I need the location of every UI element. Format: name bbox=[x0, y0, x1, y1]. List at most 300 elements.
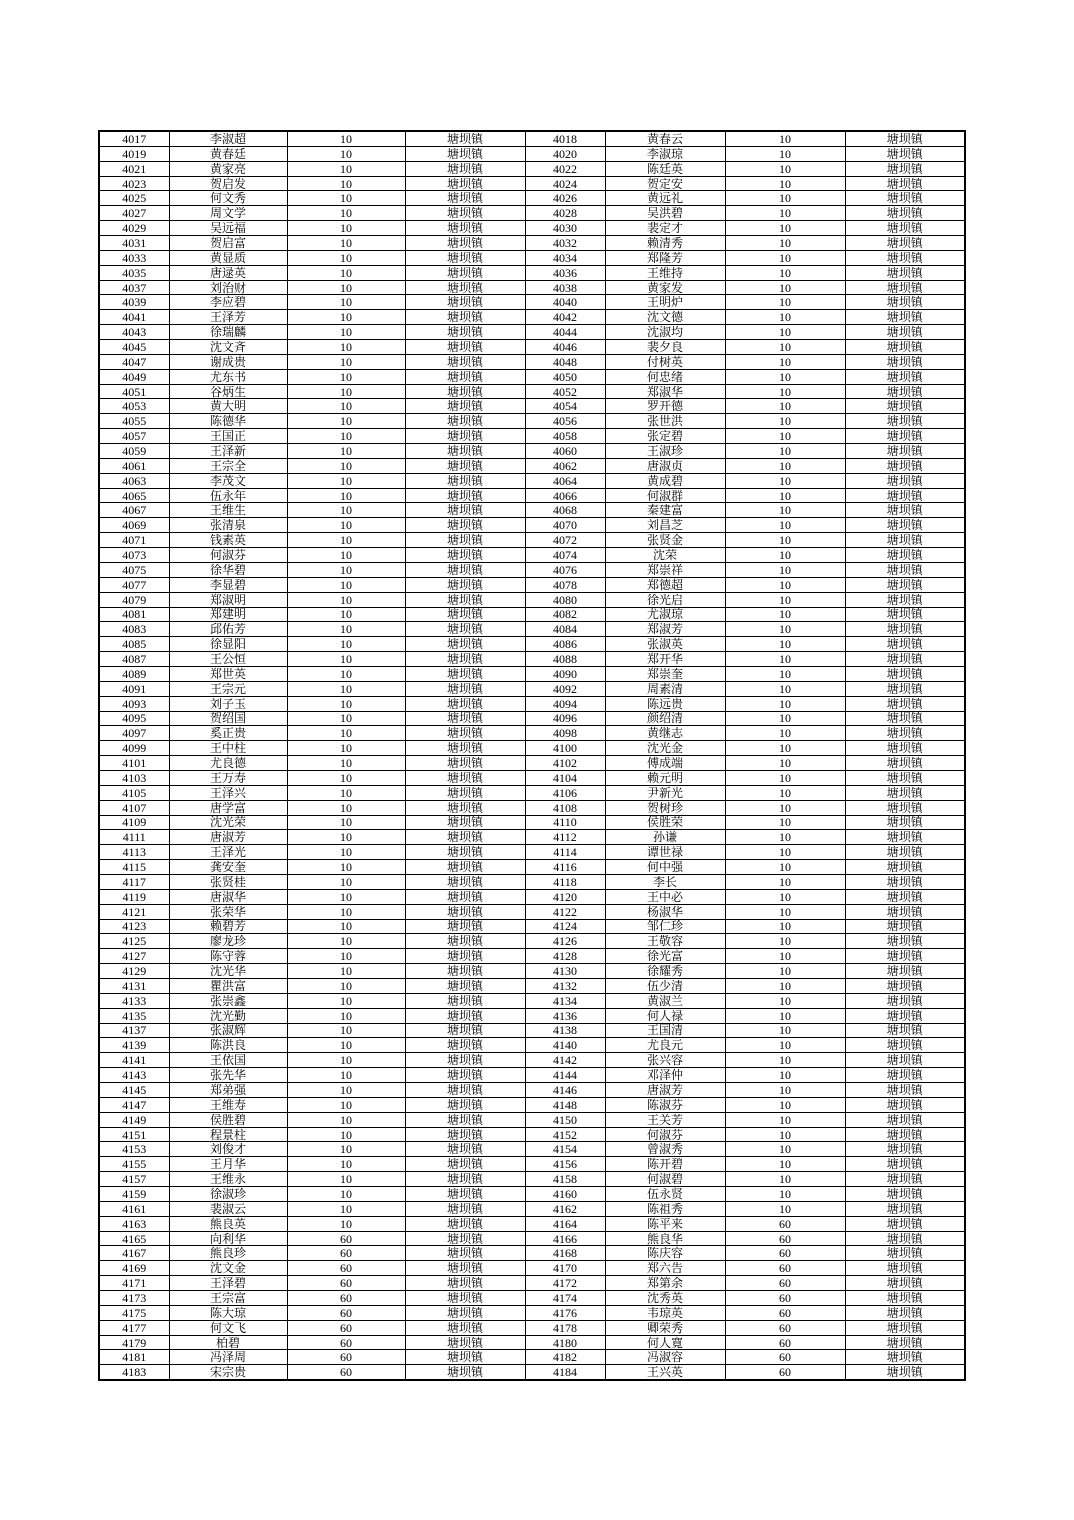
amount-cell: 10 bbox=[287, 206, 405, 221]
record-number-cell: 4117 bbox=[99, 874, 169, 889]
record-number-cell: 4090 bbox=[525, 666, 605, 681]
town-name-cell: 塘坝镇 bbox=[405, 548, 525, 563]
town-name-cell: 塘坝镇 bbox=[845, 696, 965, 711]
table-row bbox=[99, 1083, 965, 1098]
person-name-cell: 郑淑华 bbox=[605, 384, 725, 399]
town-name-cell: 塘坝镇 bbox=[845, 830, 965, 845]
amount-cell: 10 bbox=[287, 1216, 405, 1231]
amount-cell: 10 bbox=[287, 592, 405, 607]
record-number-cell: 4106 bbox=[525, 785, 605, 800]
town-name-cell: 塘坝镇 bbox=[405, 354, 525, 369]
town-name-cell: 塘坝镇 bbox=[405, 1008, 525, 1023]
person-name-cell: 卿荣秀 bbox=[605, 1320, 725, 1335]
town-name-cell: 塘坝镇 bbox=[405, 1112, 525, 1127]
table-row bbox=[99, 741, 965, 756]
table-row bbox=[99, 1276, 965, 1291]
town-name-cell: 塘坝镇 bbox=[845, 414, 965, 429]
amount-cell: 10 bbox=[725, 265, 845, 280]
record-number-cell: 4079 bbox=[99, 592, 169, 607]
person-name-cell: 黄成碧 bbox=[605, 473, 725, 488]
person-name-cell: 郑第余 bbox=[605, 1276, 725, 1291]
amount-cell: 10 bbox=[287, 146, 405, 161]
table-row bbox=[99, 711, 965, 726]
amount-cell: 10 bbox=[287, 458, 405, 473]
amount-cell: 10 bbox=[725, 741, 845, 756]
amount-cell: 60 bbox=[725, 1305, 845, 1320]
person-name-cell: 唐逯英 bbox=[169, 265, 287, 280]
person-name-cell: 陈洪良 bbox=[169, 1038, 287, 1053]
record-number-cell: 4074 bbox=[525, 548, 605, 563]
record-number-cell: 4139 bbox=[99, 1038, 169, 1053]
person-name-cell: 王万寿 bbox=[169, 770, 287, 785]
record-number-cell: 4138 bbox=[525, 1023, 605, 1038]
town-name-cell: 塘坝镇 bbox=[845, 726, 965, 741]
person-name-cell: 徐光富 bbox=[605, 949, 725, 964]
person-name-cell: 李茂文 bbox=[169, 473, 287, 488]
person-name-cell: 陈庆容 bbox=[605, 1246, 725, 1261]
amount-cell: 10 bbox=[287, 607, 405, 622]
amount-cell: 10 bbox=[287, 250, 405, 265]
town-name-cell: 塘坝镇 bbox=[405, 444, 525, 459]
amount-cell: 10 bbox=[287, 711, 405, 726]
town-name-cell: 塘坝镇 bbox=[405, 711, 525, 726]
amount-cell: 10 bbox=[725, 1201, 845, 1216]
record-number-cell: 4165 bbox=[99, 1231, 169, 1246]
record-number-cell: 4115 bbox=[99, 860, 169, 875]
town-name-cell: 塘坝镇 bbox=[845, 964, 965, 979]
town-name-cell: 塘坝镇 bbox=[845, 1112, 965, 1127]
amount-cell: 60 bbox=[725, 1246, 845, 1261]
table-row bbox=[99, 280, 965, 295]
record-number-cell: 4071 bbox=[99, 533, 169, 548]
person-name-cell: 赖清秀 bbox=[605, 236, 725, 251]
record-number-cell: 4151 bbox=[99, 1127, 169, 1142]
amount-cell: 10 bbox=[725, 280, 845, 295]
amount-cell: 10 bbox=[725, 369, 845, 384]
table-row bbox=[99, 622, 965, 637]
table-row bbox=[99, 949, 965, 964]
amount-cell: 10 bbox=[725, 414, 845, 429]
record-number-cell: 4060 bbox=[525, 444, 605, 459]
amount-cell: 10 bbox=[725, 681, 845, 696]
town-name-cell: 塘坝镇 bbox=[845, 993, 965, 1008]
record-number-cell: 4179 bbox=[99, 1335, 169, 1350]
amount-cell: 10 bbox=[725, 978, 845, 993]
amount-cell: 60 bbox=[725, 1365, 845, 1380]
town-name-cell: 塘坝镇 bbox=[405, 949, 525, 964]
person-name-cell: 王泽碧 bbox=[169, 1276, 287, 1291]
person-name-cell: 王维永 bbox=[169, 1172, 287, 1187]
record-number-cell: 4107 bbox=[99, 800, 169, 815]
town-name-cell: 塘坝镇 bbox=[405, 1172, 525, 1187]
town-name-cell: 塘坝镇 bbox=[405, 756, 525, 771]
person-name-cell: 陈德华 bbox=[169, 414, 287, 429]
record-number-cell: 4127 bbox=[99, 949, 169, 964]
table-row bbox=[99, 429, 965, 444]
amount-cell: 10 bbox=[725, 1023, 845, 1038]
town-name-cell: 塘坝镇 bbox=[405, 1261, 525, 1276]
record-number-cell: 4162 bbox=[525, 1201, 605, 1216]
person-name-cell: 王中柱 bbox=[169, 741, 287, 756]
amount-cell: 10 bbox=[725, 503, 845, 518]
town-name-cell: 塘坝镇 bbox=[405, 577, 525, 592]
table-row bbox=[99, 756, 965, 771]
amount-cell: 10 bbox=[287, 741, 405, 756]
town-name-cell: 塘坝镇 bbox=[845, 1320, 965, 1335]
person-name-cell: 徐耀秀 bbox=[605, 964, 725, 979]
person-name-cell: 何中强 bbox=[605, 860, 725, 875]
table-row bbox=[99, 1246, 965, 1261]
record-number-cell: 4135 bbox=[99, 1008, 169, 1023]
person-name-cell: 陈廷英 bbox=[605, 161, 725, 176]
amount-cell: 10 bbox=[287, 340, 405, 355]
person-name-cell: 宋宗贵 bbox=[169, 1365, 287, 1380]
person-name-cell: 郑建明 bbox=[169, 607, 287, 622]
person-name-cell: 张贤金 bbox=[605, 533, 725, 548]
person-name-cell: 周素清 bbox=[605, 681, 725, 696]
record-number-cell: 4131 bbox=[99, 978, 169, 993]
amount-cell: 10 bbox=[725, 919, 845, 934]
amount-cell: 60 bbox=[287, 1261, 405, 1276]
amount-cell: 10 bbox=[287, 860, 405, 875]
person-name-cell: 郑弟强 bbox=[169, 1083, 287, 1098]
town-name-cell: 塘坝镇 bbox=[845, 741, 965, 756]
record-number-cell: 4129 bbox=[99, 964, 169, 979]
amount-cell: 10 bbox=[725, 384, 845, 399]
table-row bbox=[99, 533, 965, 548]
table-row bbox=[99, 1305, 965, 1320]
town-name-cell: 塘坝镇 bbox=[845, 503, 965, 518]
table-row bbox=[99, 458, 965, 473]
amount-cell: 10 bbox=[287, 622, 405, 637]
town-name-cell: 塘坝镇 bbox=[845, 1142, 965, 1157]
town-name-cell: 塘坝镇 bbox=[405, 488, 525, 503]
person-name-cell: 陈开碧 bbox=[605, 1157, 725, 1172]
amount-cell: 10 bbox=[725, 250, 845, 265]
town-name-cell: 塘坝镇 bbox=[845, 488, 965, 503]
person-name-cell: 陈淑芬 bbox=[605, 1097, 725, 1112]
amount-cell: 10 bbox=[287, 503, 405, 518]
town-name-cell: 塘坝镇 bbox=[845, 518, 965, 533]
record-number-cell: 4160 bbox=[525, 1187, 605, 1202]
amount-cell: 10 bbox=[725, 473, 845, 488]
amount-cell: 60 bbox=[725, 1291, 845, 1306]
town-name-cell: 塘坝镇 bbox=[845, 934, 965, 949]
table-row bbox=[99, 845, 965, 860]
person-name-cell: 邱佑芳 bbox=[169, 622, 287, 637]
table-row bbox=[99, 993, 965, 1008]
person-name-cell: 侯胜碧 bbox=[169, 1112, 287, 1127]
amount-cell: 10 bbox=[287, 637, 405, 652]
record-number-cell: 4161 bbox=[99, 1201, 169, 1216]
amount-cell: 10 bbox=[287, 756, 405, 771]
person-name-cell: 王宗全 bbox=[169, 458, 287, 473]
person-name-cell: 瞿洪富 bbox=[169, 978, 287, 993]
amount-cell: 10 bbox=[725, 1068, 845, 1083]
person-name-cell: 王泽光 bbox=[169, 845, 287, 860]
amount-cell: 60 bbox=[725, 1231, 845, 1246]
record-number-cell: 4112 bbox=[525, 830, 605, 845]
person-name-cell: 黄家发 bbox=[605, 280, 725, 295]
amount-cell: 10 bbox=[287, 770, 405, 785]
town-name-cell: 塘坝镇 bbox=[405, 533, 525, 548]
town-name-cell: 塘坝镇 bbox=[845, 250, 965, 265]
table-row bbox=[99, 919, 965, 934]
record-number-cell: 4178 bbox=[525, 1320, 605, 1335]
town-name-cell: 塘坝镇 bbox=[405, 845, 525, 860]
amount-cell: 10 bbox=[725, 711, 845, 726]
town-name-cell: 塘坝镇 bbox=[405, 221, 525, 236]
table-row bbox=[99, 1157, 965, 1172]
person-name-cell: 何人寛 bbox=[605, 1335, 725, 1350]
person-name-cell: 郑崇奎 bbox=[605, 666, 725, 681]
town-name-cell: 塘坝镇 bbox=[845, 1068, 965, 1083]
record-number-cell: 4068 bbox=[525, 503, 605, 518]
table-row bbox=[99, 340, 965, 355]
record-number-cell: 4152 bbox=[525, 1127, 605, 1142]
amount-cell: 10 bbox=[287, 1127, 405, 1142]
town-name-cell: 塘坝镇 bbox=[845, 577, 965, 592]
amount-cell: 10 bbox=[725, 860, 845, 875]
record-number-cell: 4143 bbox=[99, 1068, 169, 1083]
town-name-cell: 塘坝镇 bbox=[845, 637, 965, 652]
person-name-cell: 沈淑均 bbox=[605, 325, 725, 340]
person-name-cell: 黄春廷 bbox=[169, 146, 287, 161]
record-number-cell: 4182 bbox=[525, 1350, 605, 1365]
town-name-cell: 塘坝镇 bbox=[845, 444, 965, 459]
town-name-cell: 塘坝镇 bbox=[845, 548, 965, 563]
amount-cell: 10 bbox=[287, 280, 405, 295]
town-name-cell: 塘坝镇 bbox=[405, 622, 525, 637]
town-name-cell: 塘坝镇 bbox=[845, 904, 965, 919]
person-name-cell: 谷炳生 bbox=[169, 384, 287, 399]
person-name-cell: 邹仁珍 bbox=[605, 919, 725, 934]
record-number-cell: 4062 bbox=[525, 458, 605, 473]
table-row bbox=[99, 369, 965, 384]
person-name-cell: 沈文斉 bbox=[169, 340, 287, 355]
roster-body bbox=[99, 131, 965, 1380]
amount-cell: 10 bbox=[287, 815, 405, 830]
town-name-cell: 塘坝镇 bbox=[845, 176, 965, 191]
record-number-cell: 4054 bbox=[525, 399, 605, 414]
person-name-cell: 郑世英 bbox=[169, 666, 287, 681]
amount-cell: 60 bbox=[287, 1291, 405, 1306]
town-name-cell: 塘坝镇 bbox=[405, 1246, 525, 1261]
person-name-cell: 郑开华 bbox=[605, 652, 725, 667]
person-name-cell: 王国正 bbox=[169, 429, 287, 444]
record-number-cell: 4044 bbox=[525, 325, 605, 340]
amount-cell: 10 bbox=[725, 830, 845, 845]
town-name-cell: 塘坝镇 bbox=[845, 1291, 965, 1306]
town-name-cell: 塘坝镇 bbox=[405, 1142, 525, 1157]
record-number-cell: 4158 bbox=[525, 1172, 605, 1187]
record-number-cell: 4035 bbox=[99, 265, 169, 280]
town-name-cell: 塘坝镇 bbox=[845, 1023, 965, 1038]
town-name-cell: 塘坝镇 bbox=[845, 384, 965, 399]
record-number-cell: 4049 bbox=[99, 369, 169, 384]
record-number-cell: 4047 bbox=[99, 354, 169, 369]
table-row bbox=[99, 414, 965, 429]
amount-cell: 10 bbox=[287, 265, 405, 280]
town-name-cell: 塘坝镇 bbox=[845, 206, 965, 221]
amount-cell: 10 bbox=[725, 904, 845, 919]
person-name-cell: 王关芳 bbox=[605, 1112, 725, 1127]
record-number-cell: 4100 bbox=[525, 741, 605, 756]
town-name-cell: 塘坝镇 bbox=[845, 1305, 965, 1320]
table-row bbox=[99, 800, 965, 815]
record-number-cell: 4095 bbox=[99, 711, 169, 726]
record-number-cell: 4145 bbox=[99, 1083, 169, 1098]
town-name-cell: 塘坝镇 bbox=[405, 607, 525, 622]
record-number-cell: 4113 bbox=[99, 845, 169, 860]
town-name-cell: 塘坝镇 bbox=[405, 191, 525, 206]
record-number-cell: 4017 bbox=[99, 131, 169, 146]
table-row bbox=[99, 1365, 965, 1380]
person-name-cell: 黄远礼 bbox=[605, 191, 725, 206]
person-name-cell: 裴淑云 bbox=[169, 1201, 287, 1216]
amount-cell: 10 bbox=[725, 1172, 845, 1187]
person-name-cell: 钱素英 bbox=[169, 533, 287, 548]
person-name-cell: 张兴容 bbox=[605, 1053, 725, 1068]
amount-cell: 10 bbox=[725, 607, 845, 622]
amount-cell: 10 bbox=[725, 815, 845, 830]
amount-cell: 10 bbox=[287, 696, 405, 711]
record-number-cell: 4057 bbox=[99, 429, 169, 444]
person-name-cell: 罗开德 bbox=[605, 399, 725, 414]
amount-cell: 10 bbox=[287, 978, 405, 993]
person-name-cell: 沈秀英 bbox=[605, 1291, 725, 1306]
person-name-cell: 王公恒 bbox=[169, 652, 287, 667]
amount-cell: 60 bbox=[725, 1335, 845, 1350]
town-name-cell: 塘坝镇 bbox=[845, 1365, 965, 1380]
amount-cell: 60 bbox=[287, 1320, 405, 1335]
town-name-cell: 塘坝镇 bbox=[845, 1008, 965, 1023]
amount-cell: 10 bbox=[287, 1142, 405, 1157]
record-number-cell: 4038 bbox=[525, 280, 605, 295]
amount-cell: 10 bbox=[287, 176, 405, 191]
table-row bbox=[99, 964, 965, 979]
amount-cell: 10 bbox=[287, 889, 405, 904]
record-number-cell: 4130 bbox=[525, 964, 605, 979]
roster-sheet bbox=[98, 130, 966, 1381]
amount-cell: 10 bbox=[725, 518, 845, 533]
record-number-cell: 4136 bbox=[525, 1008, 605, 1023]
town-name-cell: 塘坝镇 bbox=[845, 889, 965, 904]
amount-cell: 10 bbox=[287, 310, 405, 325]
record-number-cell: 4039 bbox=[99, 295, 169, 310]
table-row bbox=[99, 518, 965, 533]
person-name-cell: 唐淑贞 bbox=[605, 458, 725, 473]
town-name-cell: 塘坝镇 bbox=[405, 681, 525, 696]
person-name-cell: 尤东书 bbox=[169, 369, 287, 384]
town-name-cell: 塘坝镇 bbox=[405, 993, 525, 1008]
amount-cell: 10 bbox=[725, 161, 845, 176]
person-name-cell: 李显碧 bbox=[169, 577, 287, 592]
amount-cell: 10 bbox=[725, 1097, 845, 1112]
table-row bbox=[99, 265, 965, 280]
town-name-cell: 塘坝镇 bbox=[405, 325, 525, 340]
town-name-cell: 塘坝镇 bbox=[845, 1216, 965, 1231]
town-name-cell: 塘坝镇 bbox=[845, 1157, 965, 1172]
person-name-cell: 尹新光 bbox=[605, 785, 725, 800]
amount-cell: 10 bbox=[287, 726, 405, 741]
amount-cell: 10 bbox=[725, 444, 845, 459]
record-number-cell: 4101 bbox=[99, 756, 169, 771]
person-name-cell: 沈文金 bbox=[169, 1261, 287, 1276]
town-name-cell: 塘坝镇 bbox=[845, 265, 965, 280]
town-name-cell: 塘坝镇 bbox=[405, 1231, 525, 1246]
town-name-cell: 塘坝镇 bbox=[845, 666, 965, 681]
person-name-cell: 黄春云 bbox=[605, 131, 725, 146]
table-row bbox=[99, 176, 965, 191]
record-number-cell: 4058 bbox=[525, 429, 605, 444]
town-name-cell: 塘坝镇 bbox=[405, 1038, 525, 1053]
person-name-cell: 沈光荣 bbox=[169, 815, 287, 830]
person-name-cell: 王泽新 bbox=[169, 444, 287, 459]
table-row bbox=[99, 770, 965, 785]
record-number-cell: 4045 bbox=[99, 340, 169, 355]
table-row bbox=[99, 785, 965, 800]
amount-cell: 10 bbox=[287, 354, 405, 369]
amount-cell: 10 bbox=[287, 874, 405, 889]
town-name-cell: 塘坝镇 bbox=[405, 800, 525, 815]
town-name-cell: 塘坝镇 bbox=[405, 904, 525, 919]
town-name-cell: 塘坝镇 bbox=[405, 146, 525, 161]
amount-cell: 10 bbox=[287, 473, 405, 488]
person-name-cell: 李淑超 bbox=[169, 131, 287, 146]
person-name-cell: 唐学富 bbox=[169, 800, 287, 815]
table-row bbox=[99, 488, 965, 503]
town-name-cell: 塘坝镇 bbox=[845, 919, 965, 934]
person-name-cell: 李应碧 bbox=[169, 295, 287, 310]
amount-cell: 10 bbox=[287, 1201, 405, 1216]
amount-cell: 10 bbox=[287, 384, 405, 399]
record-number-cell: 4125 bbox=[99, 934, 169, 949]
record-number-cell: 4170 bbox=[525, 1261, 605, 1276]
table-row bbox=[99, 325, 965, 340]
person-name-cell: 刘治财 bbox=[169, 280, 287, 295]
person-name-cell: 程景柱 bbox=[169, 1127, 287, 1142]
person-name-cell: 谢成贵 bbox=[169, 354, 287, 369]
table-row bbox=[99, 310, 965, 325]
record-number-cell: 4025 bbox=[99, 191, 169, 206]
town-name-cell: 塘坝镇 bbox=[845, 592, 965, 607]
person-name-cell: 王泽兴 bbox=[169, 785, 287, 800]
table-row bbox=[99, 1038, 965, 1053]
amount-cell: 10 bbox=[725, 429, 845, 444]
person-name-cell: 唐淑芳 bbox=[169, 830, 287, 845]
person-name-cell: 郑淑芳 bbox=[605, 622, 725, 637]
record-number-cell: 4083 bbox=[99, 622, 169, 637]
town-name-cell: 塘坝镇 bbox=[845, 1276, 965, 1291]
record-number-cell: 4075 bbox=[99, 562, 169, 577]
town-name-cell: 塘坝镇 bbox=[845, 310, 965, 325]
record-number-cell: 4183 bbox=[99, 1365, 169, 1380]
record-number-cell: 4031 bbox=[99, 236, 169, 251]
amount-cell: 10 bbox=[287, 414, 405, 429]
town-name-cell: 塘坝镇 bbox=[405, 131, 525, 146]
record-number-cell: 4141 bbox=[99, 1053, 169, 1068]
person-name-cell: 邓泽仲 bbox=[605, 1068, 725, 1083]
person-name-cell: 徐光启 bbox=[605, 592, 725, 607]
town-name-cell: 塘坝镇 bbox=[845, 325, 965, 340]
record-number-cell: 4102 bbox=[525, 756, 605, 771]
person-name-cell: 奚正贵 bbox=[169, 726, 287, 741]
person-name-cell: 陈守蓉 bbox=[169, 949, 287, 964]
table-row bbox=[99, 131, 965, 146]
amount-cell: 10 bbox=[725, 696, 845, 711]
table-row bbox=[99, 1172, 965, 1187]
